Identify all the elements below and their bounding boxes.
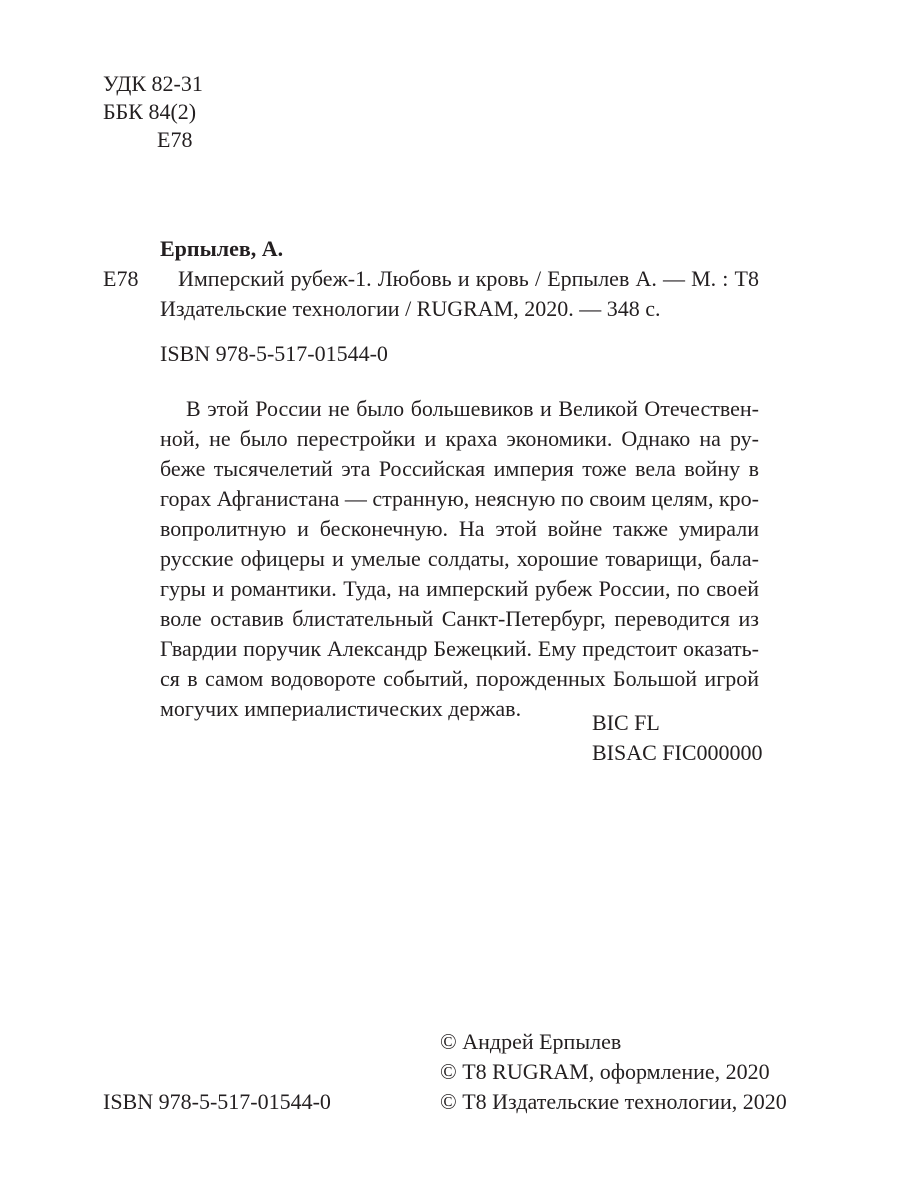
subject-codes: [592, 708, 763, 768]
catalog-author: Ерпылев, А.: [160, 236, 284, 261]
annotation-line: Гвардии поручик Александр Бежецкий. Ему предстоит оказать-: [160, 636, 759, 661]
annotation-line: гуры и романтики. Туда, на имперский рубеж России, по своей: [160, 576, 759, 601]
annotation-line: вопролитную и бесконечную. На этой войне также умирали: [160, 516, 759, 541]
catalog-card: [103, 234, 759, 324]
annotation-line: горах Афганистана — странную, неясную по своим целям, кро-: [160, 486, 759, 511]
annotation-line: воле оставив блистательный Санкт-Петербург, переводится из: [160, 606, 759, 631]
catalog-code: Е78: [103, 266, 139, 291]
catalog-entry-row: [103, 264, 759, 294]
bbk-code: ББК 84(2): [103, 99, 197, 124]
udk-code: УДК 82-31: [103, 71, 203, 96]
copyright-notices: [440, 1027, 787, 1117]
copyright-design: © Т8 RUGRAM, оформление, 2020: [440, 1059, 770, 1084]
isbn-top: ISBN 978-5-517-01544-0: [160, 341, 388, 366]
annotation-line: могучих империалистических держав.: [160, 696, 522, 721]
catalog-entry-line-2: Издательские технологии / RUGRAM, 2020. — 348 с.: [160, 296, 661, 321]
annotation-line: русские офицеры и умелые солдаты, хорошие товарищи, бала-: [160, 546, 759, 571]
annotation-line: беже тысячелетий эта Российская империя тоже вела войну в: [160, 456, 759, 481]
annotation: [160, 394, 759, 724]
catalog-entry-line-1: Имперский рубеж-1. Любовь и кровь / Ерпылев А. — М. : Т8: [178, 266, 759, 291]
author-mark: Е78: [157, 127, 193, 152]
copyright-publisher: © Т8 Издательские технологии, 2020: [440, 1089, 787, 1114]
annotation-line: В этой России не было большевиков и Великой Отечествен-: [186, 396, 759, 421]
isbn-bottom: ISBN 978-5-517-01544-0: [103, 1089, 331, 1114]
bic-code: BIC FL: [592, 710, 660, 735]
bisac-code: BISAC FIC000000: [592, 740, 763, 765]
copyright-author: © Андрей Ерпылев: [440, 1029, 622, 1054]
annotation-line: ся в самом водовороте событий, порожденных Большой игрой: [160, 666, 759, 691]
classification-block: [103, 70, 203, 154]
annotation-line: ной, не было перестройки и краха экономики. Однако на ру-: [160, 426, 759, 451]
